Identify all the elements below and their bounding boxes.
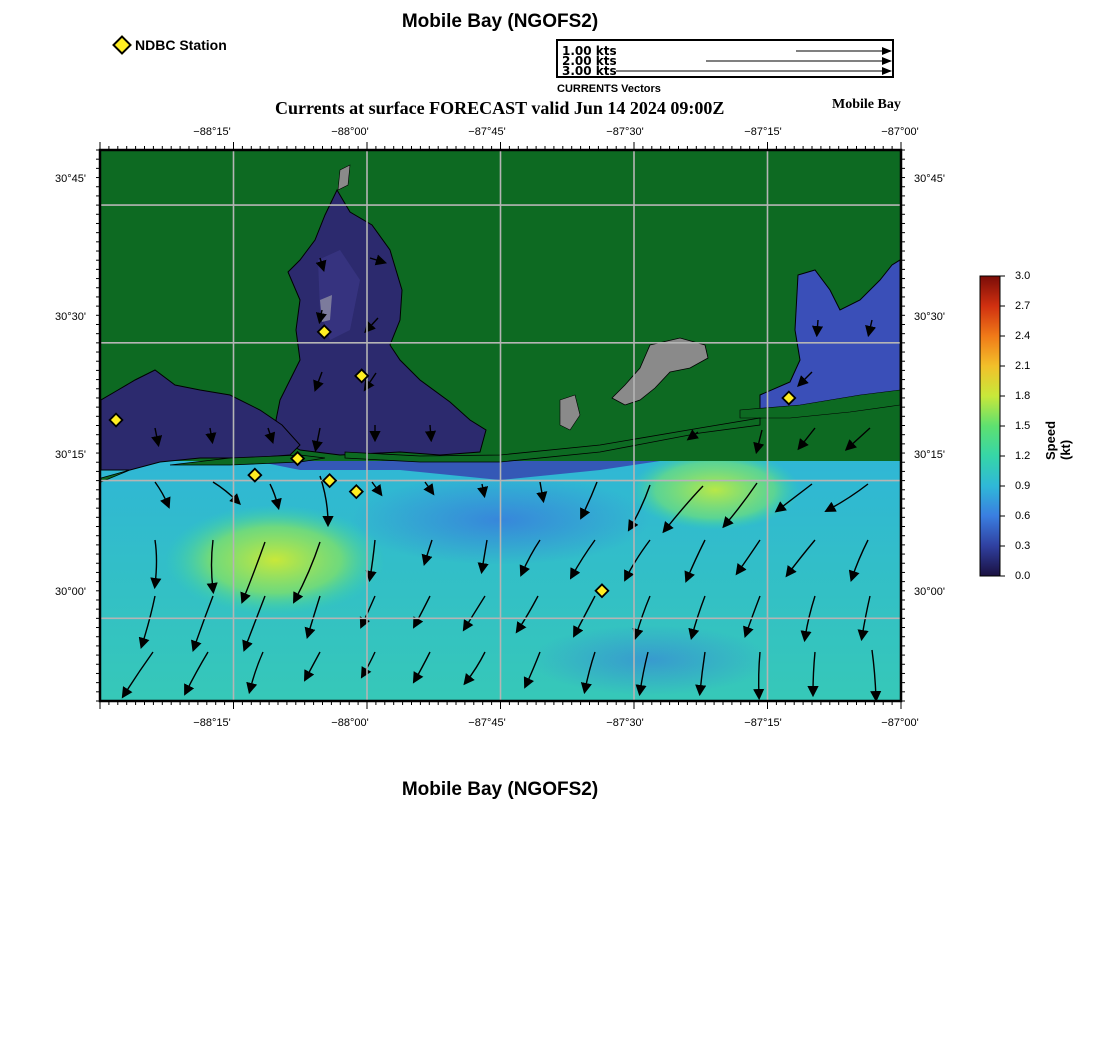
bottom-title: Mobile Bay (NGOFS2) bbox=[401, 779, 599, 800]
lon-tick-label: −87°45' bbox=[468, 126, 506, 138]
speed-colorbar bbox=[978, 272, 1008, 587]
lat-tick-label: 30°15' bbox=[914, 449, 945, 461]
lat-tick-label: 30°30' bbox=[914, 311, 945, 323]
vector-key-caption: CURRENTS Vectors bbox=[557, 83, 661, 95]
colorbar-tick: 1.5 bbox=[1015, 420, 1031, 432]
colorbar-tick: 0.6 bbox=[1015, 510, 1031, 522]
lon-tick-label: −87°30' bbox=[606, 717, 644, 729]
lon-tick-label: −88°15' bbox=[193, 126, 231, 138]
lat-tick-label: 30°45' bbox=[55, 173, 86, 185]
vector-key-label-2: 2.00 kts bbox=[562, 54, 617, 68]
lon-tick-label: −88°00' bbox=[331, 717, 369, 729]
lat-tick-label: 30°00' bbox=[55, 586, 86, 598]
colorbar-title: Speed (kt) bbox=[1043, 420, 1073, 460]
lon-tick-label: −88°15' bbox=[193, 717, 231, 729]
lat-tick-label: 30°45' bbox=[914, 173, 945, 185]
vector-key-label-3: 3.00 kts bbox=[562, 64, 617, 78]
colorbar-tick: 0.0 bbox=[1015, 570, 1031, 582]
colorbar-gradient bbox=[978, 272, 1008, 582]
station-legend-label: NDBC Station bbox=[135, 37, 227, 53]
colorbar-tick: 1.8 bbox=[1015, 390, 1031, 402]
colorbar-tick: 0.3 bbox=[1015, 540, 1031, 552]
lat-labels-left bbox=[55, 173, 86, 598]
vector-key-label-1: 1.00 kts bbox=[562, 44, 617, 58]
lon-tick-label: −87°15' bbox=[744, 126, 782, 138]
lon-labels-top bbox=[193, 126, 918, 138]
lon-tick-label: −87°15' bbox=[744, 717, 782, 729]
region-label: Mobile Bay bbox=[832, 97, 901, 112]
map-title: Mobile Bay (NGOFS2) bbox=[401, 11, 599, 32]
colorbar-tick: 1.2 bbox=[1015, 450, 1031, 462]
high-speed-zone bbox=[630, 450, 800, 530]
lon-tick-label: −87°00' bbox=[881, 126, 919, 138]
forecast-subtitle: Currents at surface FORECAST valid Jun 14 2024 09:00Z bbox=[275, 98, 725, 118]
lat-tick-label: 30°00' bbox=[914, 586, 945, 598]
lat-tick-label: 30°30' bbox=[55, 311, 86, 323]
colorbar-tick: 2.1 bbox=[1015, 360, 1031, 372]
colorbar-tick: 0.9 bbox=[1015, 480, 1031, 492]
colorbar-tick: 2.7 bbox=[1015, 300, 1031, 312]
colorbar-tick: 2.4 bbox=[1015, 330, 1031, 342]
lat-labels-right bbox=[914, 173, 945, 598]
lon-tick-label: −87°45' bbox=[468, 717, 506, 729]
lat-tick-label: 30°15' bbox=[55, 449, 86, 461]
colorbar-tick: 3.0 bbox=[1015, 270, 1031, 282]
lon-tick-label: −87°30' bbox=[606, 126, 644, 138]
lon-tick-label: −87°00' bbox=[881, 717, 919, 729]
lon-labels-bottom bbox=[193, 717, 918, 729]
lon-tick-label: −88°00' bbox=[331, 126, 369, 138]
